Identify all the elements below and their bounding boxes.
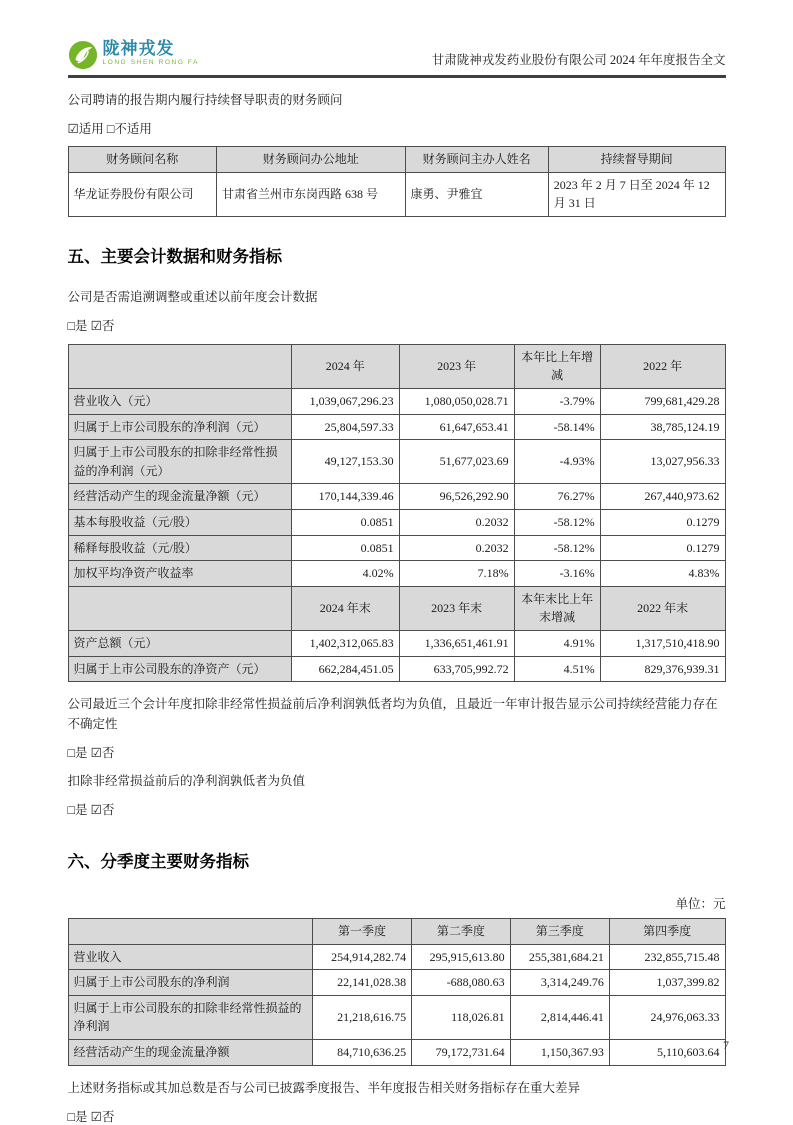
value-q3: 3,314,249.76 [510, 970, 609, 996]
value-q2: 79,172,731.64 [412, 1040, 511, 1066]
value-yoy: 4.51% [514, 656, 600, 682]
row-label: 营业收入 [68, 944, 312, 970]
value-2022: 0.1279 [600, 535, 725, 561]
row-label: 营业收入（元） [68, 388, 291, 414]
value-2024: 1,402,312,065.83 [291, 630, 399, 656]
value-q2: 295,915,613.80 [412, 944, 511, 970]
annual-header-2022: 2022 年 [600, 344, 725, 388]
value-q4: 1,037,399.82 [609, 970, 725, 996]
annual-header-yoy: 本年比上年增减 [514, 344, 600, 388]
yearend-header-2023: 2023 年末 [399, 586, 514, 630]
table-row-net-assets [68, 656, 725, 682]
logo-swirl-icon [68, 40, 98, 70]
value-yoy: 76.27% [514, 484, 600, 510]
value-q4: 232,855,715.48 [609, 944, 725, 970]
value-yoy: 4.91% [514, 630, 600, 656]
value-2024: 0.0851 [291, 509, 399, 535]
quarterly-row-deducted-net-profit [68, 995, 725, 1039]
row-label: 资产总额（元） [68, 630, 291, 656]
quarterly-row-operating-cash-flow [68, 1040, 725, 1066]
value-q1: 254,914,282.74 [312, 944, 411, 970]
value-q4: 24,976,063.33 [609, 995, 725, 1039]
logo-name-cn: 陇神戎发 [102, 39, 175, 58]
unit-label: 单位：元 [675, 897, 726, 912]
table-row-weighted-roe [68, 561, 725, 587]
value-2023: 51,677,023.69 [399, 440, 514, 484]
value-2023: 633,705,992.72 [399, 656, 514, 682]
negative-profit-checkboxes: □是 ☑否 [67, 803, 115, 818]
yearend-header-empty [68, 586, 291, 630]
value-q3: 255,381,684.21 [510, 944, 609, 970]
advisor-applicable-checkboxes: ☑适用 □不适用 [67, 122, 152, 136]
value-q1: 84,710,636.25 [312, 1040, 411, 1066]
advisor-header-name: 财务顾问名称 [68, 147, 216, 173]
yearend-header-2022: 2022 年末 [600, 586, 725, 630]
table-row-revenue [68, 388, 725, 414]
advisor-header-address: 财务顾问办公地址 [216, 147, 405, 173]
annual-header-row [68, 344, 725, 388]
negative-profit-note: 扣除非经常损益前后的净利润孰低者为负值 [67, 774, 306, 789]
value-2022: 829,376,939.31 [600, 656, 725, 682]
value-q1: 21,218,616.75 [312, 995, 411, 1039]
value-2024: 662,284,451.05 [291, 656, 399, 682]
row-label: 归属于上市公司股东的净利润（元） [68, 414, 291, 440]
value-q4: 5,110,603.64 [609, 1040, 725, 1066]
advisor-sponsor: 康勇、尹雅宜 [405, 172, 548, 216]
restatement-checkboxes: □是 ☑否 [67, 318, 115, 333]
row-label: 经营活动产生的现金流量净额（元） [68, 484, 291, 510]
advisor-period: 2023 年 2 月 7 日至 2024 年 12 月 31 日 [548, 172, 725, 216]
value-yoy: -58.12% [514, 509, 600, 535]
logo-text [103, 40, 200, 67]
value-yoy: -3.16% [514, 561, 600, 587]
table-row-operating-cash-flow [68, 484, 725, 510]
value-2023: 7.18% [399, 561, 514, 587]
value-q3: 2,814,446.41 [510, 995, 609, 1039]
advisor-table-data-row [68, 172, 725, 216]
quarterly-row-net-profit [68, 970, 725, 996]
value-q1: 22,141,028.38 [312, 970, 411, 996]
table-row-deducted-net-profit [68, 440, 725, 484]
value-2022: 4.83% [600, 561, 725, 587]
advisor-header-period: 持续督导期间 [548, 147, 725, 173]
value-2022: 38,785,124.19 [600, 414, 725, 440]
value-2024: 170,144,339.46 [291, 484, 399, 510]
value-2023: 1,336,651,461.91 [399, 630, 514, 656]
quarterly-table [68, 918, 726, 1066]
value-2024: 25,804,597.33 [291, 414, 399, 440]
advisor-intro: 公司聘请的报告期内履行持续督导职责的财务顾问 [67, 93, 343, 107]
value-2022: 1,317,510,418.90 [600, 630, 725, 656]
value-2024: 4.02% [291, 561, 399, 587]
value-2022: 267,440,973.62 [600, 484, 725, 510]
value-q2: 118,026.81 [412, 995, 511, 1039]
quarterly-header-empty [68, 919, 312, 945]
page-content [68, 0, 726, 1125]
quarterly-header-row [68, 919, 725, 945]
value-2022: 13,027,956.33 [600, 440, 725, 484]
page-number: 7 [723, 1038, 729, 1052]
quarterly-header-q2: 第二季度 [412, 919, 511, 945]
row-label: 归属于上市公司股东的净利润 [68, 970, 312, 996]
row-label: 归属于上市公司股东的净资产（元） [68, 656, 291, 682]
quarterly-row-revenue [68, 944, 725, 970]
section-5-title: 五、主要会计数据和财务指标 [67, 247, 282, 266]
section-6-title: 六、分季度主要财务指标 [67, 853, 249, 872]
value-yoy: -58.12% [514, 535, 600, 561]
advisor-table-header-row [68, 147, 725, 173]
row-label: 归属于上市公司股东的扣除非经常性损益的净利润 [68, 995, 312, 1039]
key-financials-table [68, 344, 726, 682]
annual-header-empty [68, 344, 291, 388]
table-row-diluted-eps [68, 535, 725, 561]
table-row-net-profit [68, 414, 725, 440]
quarterly-header-q3: 第三季度 [510, 919, 609, 945]
restatement-question: 公司是否需追溯调整或重述以前年度会计数据 [67, 289, 318, 304]
yearend-header-yoy: 本年末比上年末增减 [514, 586, 600, 630]
going-concern-note: 公司最近三个会计年度扣除非经常性损益前后净利润孰低者均为负值，且最近一年审计报告显示公司持续经营能力存在不确定性 [67, 697, 718, 732]
value-2023: 1,080,050,028.71 [399, 388, 514, 414]
value-2023: 96,526,292.90 [399, 484, 514, 510]
value-q2: -688,080.63 [412, 970, 511, 996]
value-2024: 49,127,153.30 [291, 440, 399, 484]
value-yoy: -4.93% [514, 440, 600, 484]
value-q3: 1,150,367.93 [510, 1040, 609, 1066]
quarterly-difference-checkboxes: □是 ☑否 [67, 1109, 115, 1124]
company-logo [68, 40, 200, 70]
row-label: 归属于上市公司股东的扣除非经常性损益的净利润（元） [68, 440, 291, 484]
quarterly-difference-note: 上述财务指标或其加总数是否与公司已披露季度报告、半年度报告相关财务指标存在重大差异 [67, 1080, 581, 1095]
advisor-name: 华龙证券股份有限公司 [68, 172, 216, 216]
row-label: 基本每股收益（元/股） [68, 509, 291, 535]
value-2024: 1,039,067,296.23 [291, 388, 399, 414]
table-row-total-assets [68, 630, 725, 656]
value-2024: 0.0851 [291, 535, 399, 561]
report-title: 甘肃陇神戎发药业股份有限公司 2024 年年度报告全文 [431, 53, 726, 67]
value-yoy: -3.79% [514, 388, 600, 414]
value-2023: 61,647,653.41 [399, 414, 514, 440]
value-2023: 0.2032 [399, 509, 514, 535]
annual-header-2024: 2024 年 [291, 344, 399, 388]
logo-name-en: LONG SHEN RONG FA [102, 59, 200, 66]
value-2022: 799,681,429.28 [600, 388, 725, 414]
advisor-address: 甘肃省兰州市东岗西路 638 号 [216, 172, 405, 216]
quarterly-header-q1: 第一季度 [312, 919, 411, 945]
advisor-table [68, 146, 726, 217]
yearend-header-row [68, 586, 725, 630]
yearend-header-2024: 2024 年末 [291, 586, 399, 630]
annual-header-2023: 2023 年 [399, 344, 514, 388]
page-header [68, 0, 726, 78]
row-label: 经营活动产生的现金流量净额 [68, 1040, 312, 1066]
going-concern-checkboxes: □是 ☑否 [67, 746, 115, 761]
table-row-basic-eps [68, 509, 725, 535]
row-label: 稀释每股收益（元/股） [68, 535, 291, 561]
row-label: 加权平均净资产收益率 [68, 561, 291, 587]
quarterly-header-q4: 第四季度 [609, 919, 725, 945]
value-2022: 0.1279 [600, 509, 725, 535]
value-yoy: -58.14% [514, 414, 600, 440]
value-2023: 0.2032 [399, 535, 514, 561]
advisor-header-sponsor: 财务顾问主办人姓名 [405, 147, 548, 173]
